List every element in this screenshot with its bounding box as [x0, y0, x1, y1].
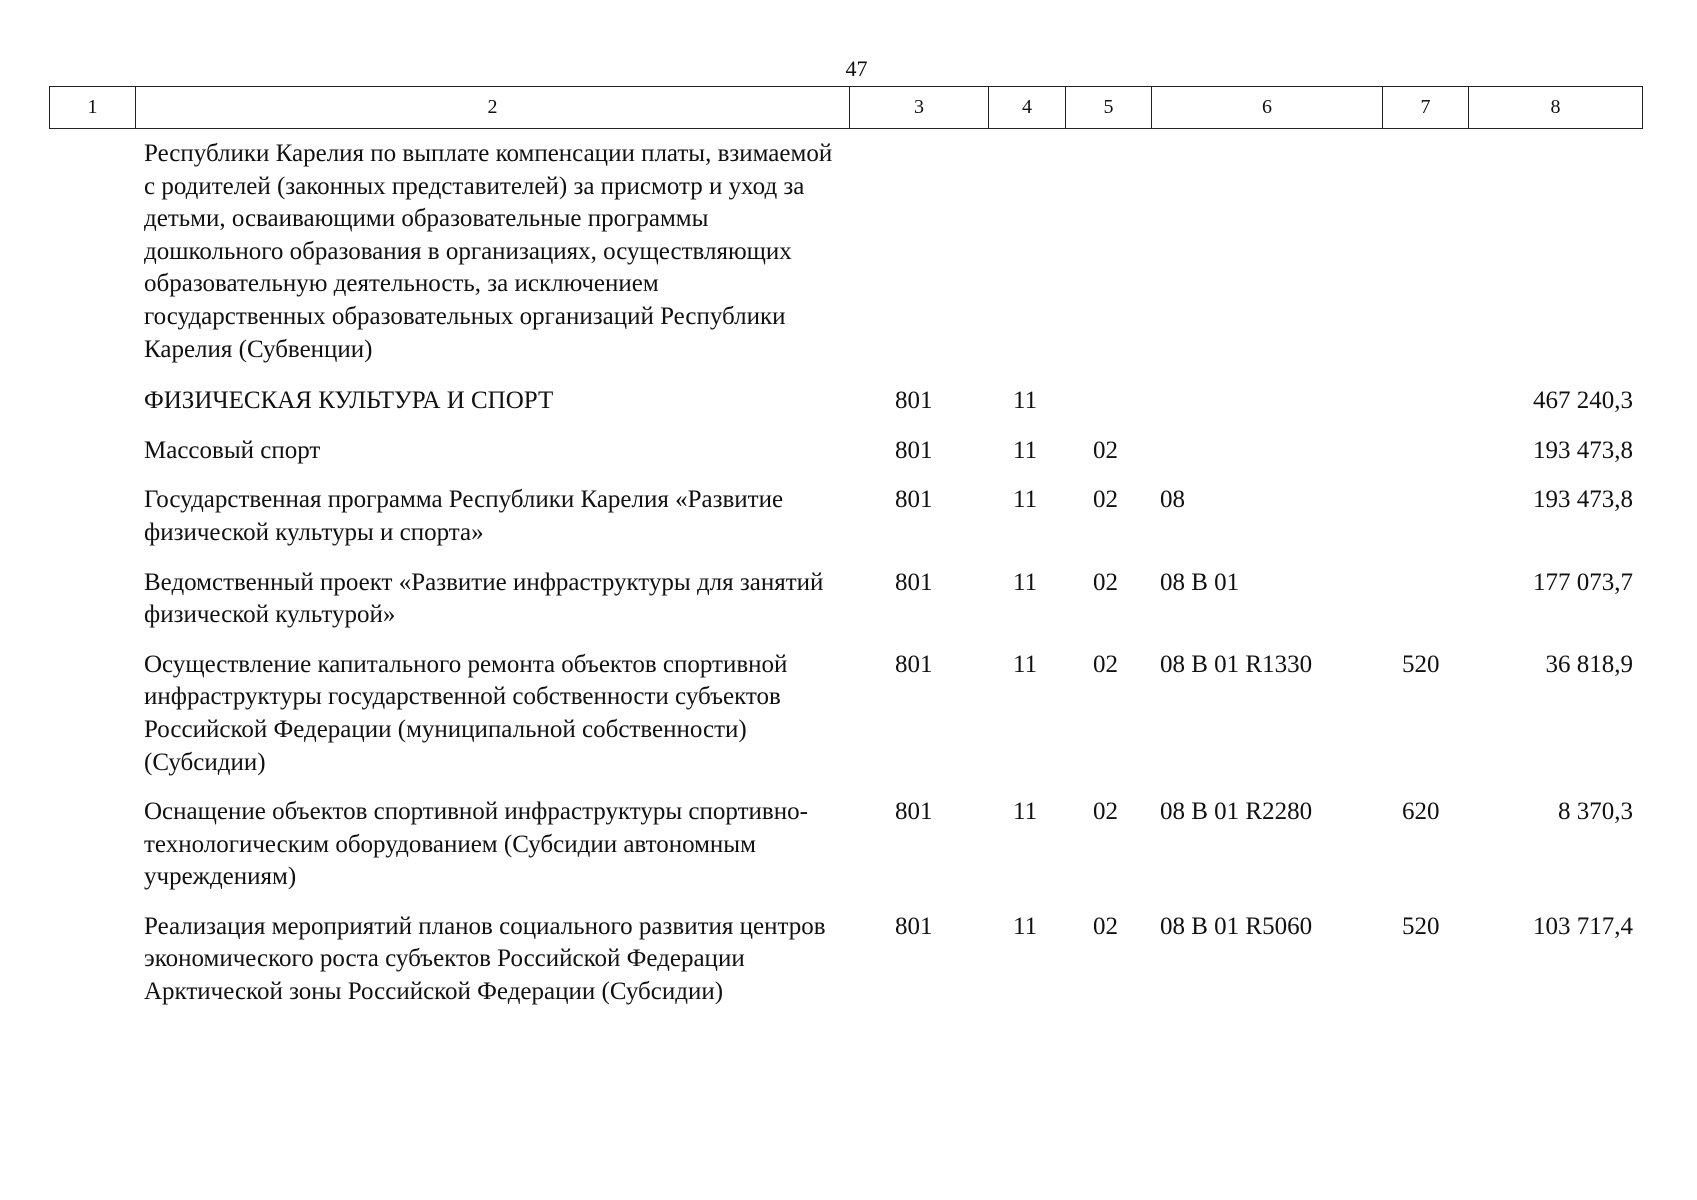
row-section: 11: [1013, 387, 1038, 415]
row-article: [1151, 138, 1382, 385]
row-amount: 36 818,9: [1545, 650, 1633, 678]
table-row: [49, 138, 1642, 385]
row-subsection: 02: [1093, 912, 1118, 940]
budget-table: [49, 138, 1642, 1026]
row-subsection: [1065, 138, 1151, 385]
row-code: 801: [895, 568, 933, 596]
row-article: 08 В 01 R1330: [1160, 650, 1313, 678]
table-row: [49, 385, 1642, 435]
row-article: [1151, 435, 1382, 485]
row-section: 11: [1013, 912, 1038, 940]
row-section: [988, 138, 1065, 385]
row-code: 801: [895, 650, 933, 678]
table-row: [49, 796, 1642, 911]
header-cell: 2: [136, 87, 850, 129]
header-cell: 1: [50, 87, 136, 129]
table-row: [49, 567, 1642, 649]
row-expense-type: [1382, 385, 1468, 435]
row-code: 801: [895, 798, 933, 826]
row-subsection: 02: [1093, 436, 1118, 464]
table-row: [49, 911, 1642, 1026]
row-expense-type: 520: [1402, 650, 1440, 678]
row-name: Ведомственный проект «Развитие инфраструктуры для занятий физической культурой»: [144, 568, 824, 629]
row-amount: 467 240,3: [1533, 387, 1633, 415]
row-section: 11: [1013, 798, 1038, 826]
row-code: 801: [895, 912, 933, 940]
row-code: [849, 138, 988, 385]
header-cell: 4: [989, 87, 1066, 129]
row-amount: 8 370,3: [1558, 798, 1633, 826]
column-header-table: [49, 86, 1643, 129]
row-expense-type: [1382, 138, 1468, 385]
row-amount: 193 473,8: [1533, 486, 1633, 514]
row-expense-type: 520: [1402, 912, 1440, 940]
row-code: 801: [895, 436, 933, 464]
row-article: 08 В 01 R5060: [1160, 912, 1313, 940]
header-cell: 6: [1152, 87, 1383, 129]
row-subsection: [1065, 385, 1151, 435]
header-cell: 3: [850, 87, 989, 129]
header-cell: 7: [1383, 87, 1469, 129]
table-row: [49, 484, 1642, 566]
row-amount: 103 717,4: [1533, 912, 1633, 940]
row-name: Осуществление капитального ремонта объектов спортивной инфраструктуры государственной собственности субъектов Российской Федерации (муниципальной собственности) (Субсидии): [144, 650, 788, 776]
row-code: 801: [895, 387, 933, 415]
row-amount: 177 073,7: [1533, 568, 1633, 596]
row-article: 08: [1160, 486, 1185, 514]
row-section: 11: [1013, 436, 1038, 464]
row-name: ФИЗИЧЕСКАЯ КУЛЬТУРА И СПОРТ: [144, 387, 554, 415]
table-row: [49, 435, 1642, 485]
row-subsection: 02: [1093, 486, 1118, 514]
row-expense-type: [1382, 484, 1468, 566]
page-number: 47: [845, 56, 868, 81]
row-name: Государственная программа Республики Карелия «Развитие физической культуры и спорта»: [144, 486, 784, 546]
row-section: 11: [1013, 650, 1038, 678]
row-section: 11: [1013, 568, 1038, 596]
row-name: Республики Карелия по выплате компенсации платы, взимаемой с родителей (законных представителей) за присмотр и уход за детьми, осваивающими образовательные программы дошкольного образования в организациях, осуществляющих образовательную деятельность, за исключением государственных образовательных организаций Республики Карелия (Субвенции): [144, 140, 833, 363]
table-row: [49, 649, 1642, 796]
row-subsection: 02: [1093, 568, 1118, 596]
row-article: 08 В 01: [1160, 568, 1240, 596]
row-expense-type: [1382, 567, 1468, 649]
row-amount: 193 473,8: [1533, 436, 1633, 464]
header-row: [50, 87, 1643, 129]
header-cell: 8: [1469, 87, 1643, 129]
row-article: 08 В 01 R2280: [1160, 798, 1313, 826]
row-code: 801: [895, 486, 933, 514]
row-section: 11: [1013, 486, 1038, 514]
row-amount: [1468, 138, 1642, 385]
row-name: Реализация мероприятий планов социального развития центров экономического роста субъектов Российской Федерации Арктической зоны Российской Федерации (Субсидии): [144, 912, 826, 1006]
row-expense-type: 620: [1402, 798, 1440, 826]
row-article: [1151, 385, 1382, 435]
header-cell: 5: [1066, 87, 1152, 129]
row-subsection: 02: [1093, 650, 1118, 678]
row-name: Оснащение объектов спортивной инфраструктуры спортивно-технологическим оборудованием (Субсидии автономным учреждениям): [144, 798, 808, 891]
row-name: Массовый спорт: [144, 436, 321, 464]
row-subsection: 02: [1093, 798, 1118, 826]
row-expense-type: [1382, 435, 1468, 485]
